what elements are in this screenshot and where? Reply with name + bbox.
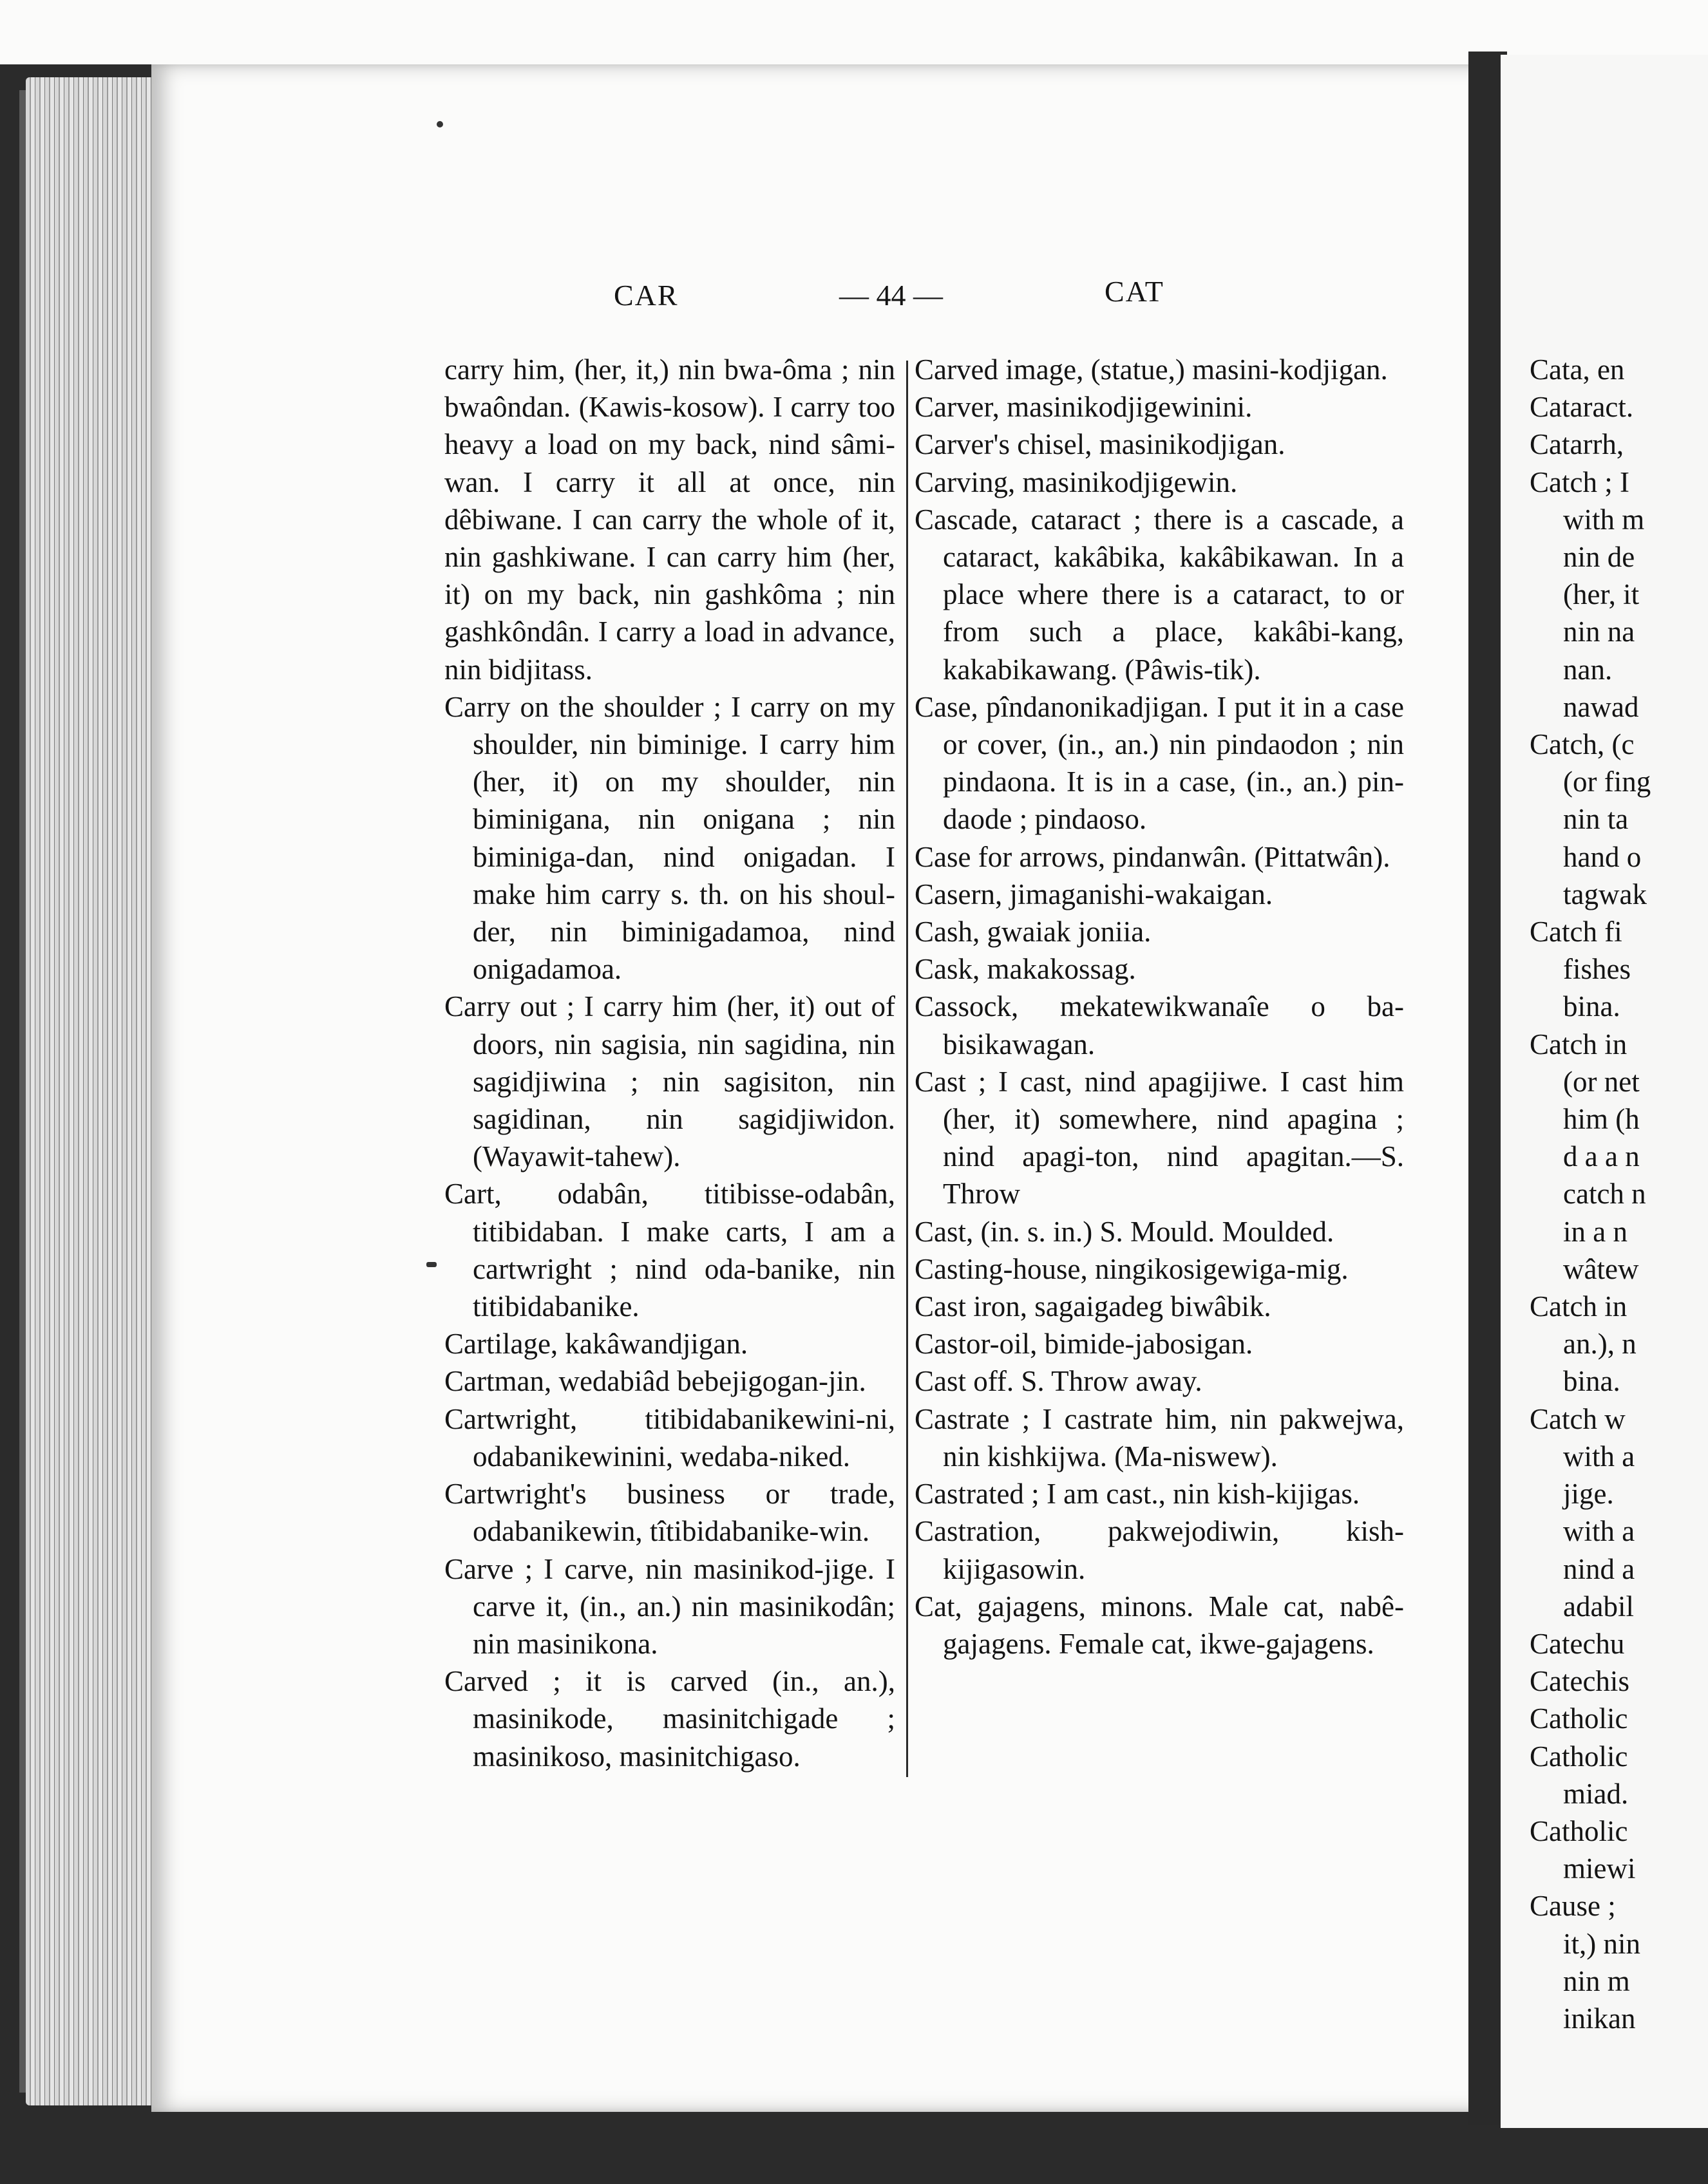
- dictionary-entry: Case, pîndanonikadjigan. I put it in a case or cover, (in., an.) nin pindaodon ; nin pindaona. It is in a case, (in., an.) pin-daode ; pindaoso.: [915, 690, 1404, 836]
- dictionary-entry: Cartwright, titibidabanikewini-ni, odabanikewinini, wedaba-niked.: [444, 1402, 895, 1473]
- facing-page-line: Catch ; I: [1530, 466, 1629, 498]
- facing-page-line: in a n: [1563, 1215, 1627, 1248]
- dictionary-entry: Cast, (in. s. in.) S. Mould. Moulded.: [915, 1215, 1334, 1248]
- facing-page-line: fishes: [1563, 953, 1631, 986]
- right-column: [915, 351, 1404, 1662]
- facing-page-line: nind a: [1563, 1552, 1635, 1585]
- dictionary-entry: Carve ; I carve, nin masinikod-jige. I carve it, (in., an.) nin masinikodân; nin masinikona.: [444, 1552, 895, 1660]
- ink-mark: [426, 1262, 437, 1267]
- page-number: — 44 —: [839, 279, 943, 312]
- dictionary-entry: Casern, jimaganishi-wakaigan.: [915, 878, 1273, 910]
- facing-page-line: jige.: [1563, 1478, 1614, 1511]
- dictionary-entry: Cassock, mekatewikwanaîe o ba-bisikawagan.: [915, 990, 1404, 1060]
- ink-speck: [437, 121, 443, 127]
- facing-page-line: (or net: [1563, 1065, 1640, 1098]
- facing-page-line: tagwak: [1563, 878, 1647, 910]
- dictionary-entry: Cartilage, kakâwandjigan.: [444, 1328, 748, 1360]
- dictionary-entry: Castrate ; I castrate him, nin pakwejwa, nin kishkijwa. (Ma-niswew).: [915, 1402, 1404, 1473]
- dictionary-entry: Cart, odabân, titibisse-odabân, titibidaban. I make carts, I am a cartwright ; nind oda-banike, nin titibidabanike.: [444, 1178, 895, 1323]
- dictionary-entry: Cartman, wedabiâd bebejigogan-jin.: [444, 1365, 866, 1398]
- facing-page-line: Catarrh,: [1530, 428, 1624, 461]
- facing-page-line: him (h: [1563, 1103, 1640, 1136]
- dictionary-entry: carry him, (her, it,) nin bwa-ôma ; nin bwaôndan. (Kawis-kosow). I carry too heavy a load on my back, nind sâmi-wan. I carry it all at once, nin dêbiwane. I can carry the whole of it, nin gashkiwane. I can carry him (her, it) on my back, nin gashkôma ; nin gashkôndân. I carry a load in advance, nin bidjitass.: [444, 353, 895, 686]
- facing-page-line: Catechu: [1530, 1627, 1625, 1660]
- dictionary-entry: Castor-oil, bimide-jabosigan.: [915, 1328, 1253, 1360]
- facing-page-line: Catholic: [1530, 1814, 1628, 1847]
- dictionary-entry: Carved image, (statue,) masini-kodjigan.: [915, 353, 1388, 386]
- dictionary-entry: Castration, pakwejodiwin, kish-kijigasowin.: [915, 1515, 1404, 1585]
- facing-page-line: catch n: [1563, 1178, 1646, 1210]
- facing-page-line: Cataract.: [1530, 391, 1634, 424]
- dictionary-entry: Cast off. S. Throw away.: [915, 1365, 1202, 1398]
- dictionary-entry: Cash, gwaiak joniia.: [915, 916, 1152, 948]
- dictionary-entry: Cast ; I cast, nind apagijiwe. I cast him (her, it) somewhere, nind apagina ; nind apagi-ton, nind apagitan.—S. Throw: [915, 1065, 1404, 1210]
- facing-page-line: Catholic: [1530, 1702, 1628, 1735]
- facing-page-line: Catch in: [1530, 1028, 1627, 1060]
- facing-page-line: adabil: [1563, 1590, 1634, 1623]
- dictionary-entry: Cascade, cataract ; there is a cascade, a cataract, kakâbika, kakâbikawan. In a place where there is a cataract, to or from such a place, kakâbi-kang, kakabikawang. (Pâwis-tik).: [915, 503, 1404, 686]
- left-column: [444, 351, 895, 1775]
- facing-page-line: it,) nin: [1563, 1927, 1640, 1960]
- page-header: [151, 275, 1497, 323]
- dictionary-entry: Carving, masinikodjigewin.: [915, 466, 1238, 498]
- facing-page-line: Catechis: [1530, 1665, 1629, 1698]
- dictionary-entry: Carved ; it is carved (in., an.), masinikode, masinitchigade ; masinikoso, masinitchigaso.: [444, 1665, 895, 1773]
- dictionary-entry: Cartwright's business or trade, odabanikewin, tîtibidabanike-win.: [444, 1478, 895, 1548]
- facing-page-line: Catch in: [1530, 1290, 1627, 1323]
- facing-page-line: Catch, (c: [1530, 728, 1635, 761]
- facing-page-line: nin m: [1563, 1964, 1630, 1997]
- facing-page-line: hand o: [1563, 840, 1642, 873]
- facing-page-line: nin na: [1563, 616, 1635, 648]
- dictionary-entry: Carry out ; I carry him (her, it) out of doors, nin sagisia, nin sagidina, nin sagidjiwina ; nin sagisiton, nin sagidinan, nin sagidjiwidon. (Wayawit-tahew).: [444, 990, 895, 1173]
- facing-page-line: d a a n: [1563, 1140, 1640, 1173]
- dictionary-entry: Casting-house, ningikosigewiga-mig.: [915, 1252, 1349, 1285]
- dictionary-entry: Case for arrows, pindanwân. (Pittatwân).: [915, 840, 1390, 873]
- facing-page-line: inikan: [1563, 2002, 1636, 2035]
- facing-page-line: nin ta: [1563, 803, 1629, 836]
- facing-page-line: Catch fi: [1530, 916, 1622, 948]
- facing-page-line: an.), n: [1563, 1328, 1637, 1360]
- facing-page-line: miad.: [1563, 1777, 1629, 1810]
- facing-page-line: nin de: [1563, 541, 1635, 574]
- dictionary-entry: Cask, makakossag.: [915, 953, 1136, 986]
- dictionary-entry: Carver, masinikodjigewinini.: [915, 391, 1253, 424]
- dictionary-entry: Cat, gajagens, minons. Male cat, nabê-gajagens. Female cat, ikwe-gajagens.: [915, 1590, 1404, 1660]
- facing-page-line: nan.: [1563, 653, 1613, 686]
- facing-page-line: bina.: [1563, 990, 1620, 1023]
- facing-page-line: Cata, en: [1530, 353, 1625, 386]
- facing-page-line: with a: [1563, 1440, 1635, 1473]
- scan-top-margin: [0, 0, 1708, 64]
- facing-page-line: Cause ;: [1530, 1890, 1616, 1923]
- facing-page-text: [1530, 351, 1708, 2037]
- dictionary-entry: Cast iron, sagaigadeg biwâbik.: [915, 1290, 1271, 1323]
- facing-page-line: with a: [1563, 1515, 1635, 1548]
- facing-page-line: wâtew: [1563, 1252, 1639, 1285]
- facing-page-line: (her, it: [1563, 578, 1640, 611]
- column-divider: [906, 361, 908, 1777]
- facing-page-line: Catch w: [1530, 1402, 1626, 1435]
- facing-page-line: with m: [1563, 503, 1645, 536]
- facing-page-line: (or fing: [1563, 766, 1651, 798]
- dictionary-entry: Carver's chisel, masinikodjigan.: [915, 428, 1286, 461]
- dictionary-entry: Carry on the shoulder ; I carry on my shoulder, nin biminige. I carry him (her, it) on my shoulder, nin biminigana, nin onigana ; nin biminiga-dan, nind onigadan. I make him carry s. th. on his shoul-der, nin biminigadamoa, nind onigadamoa.: [444, 690, 895, 986]
- facing-page-line: Catholic: [1530, 1740, 1628, 1773]
- dictionary-entry: Castrated ; I am cast., nin kish-kijigas.: [915, 1478, 1360, 1511]
- header-right-guideword: CAT: [1105, 275, 1164, 308]
- facing-page-line: bina.: [1563, 1365, 1620, 1398]
- facing-page-line: nawad: [1563, 690, 1639, 723]
- header-left-guideword: CAR: [614, 279, 679, 312]
- facing-page-line: miewi: [1563, 1852, 1636, 1885]
